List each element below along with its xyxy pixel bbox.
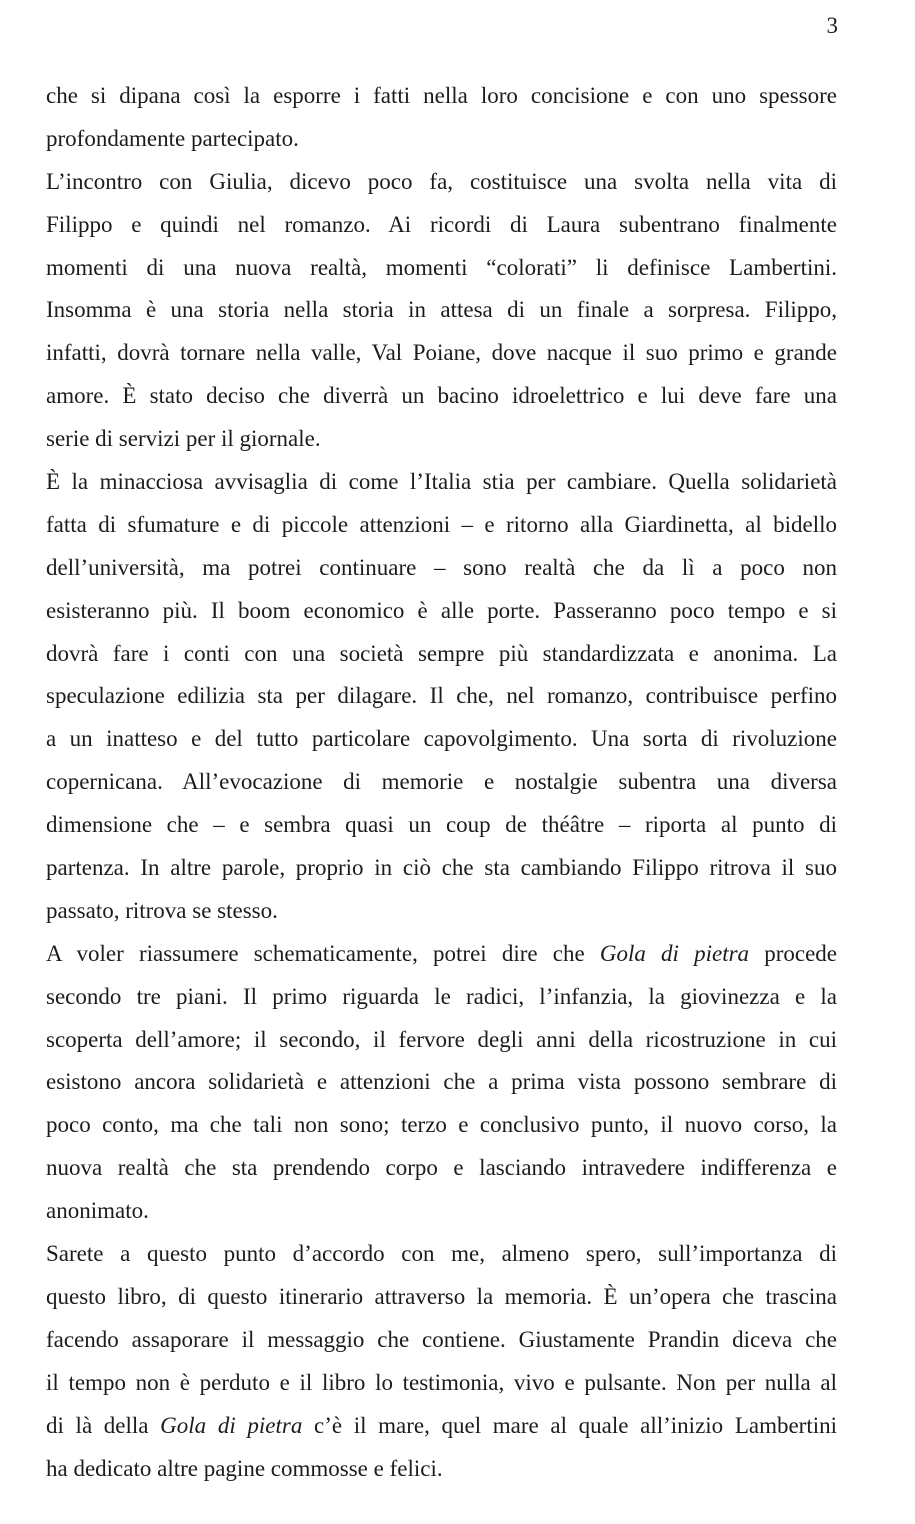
text-line: È la minacciosa avvisaglia di come l’Italia stia per cambiare. Quella solidarietà <box>46 469 837 495</box>
text-line: momenti di una nuova realtà, momenti “colorati” li definisce Lambertini. <box>46 254 837 280</box>
book-title: Gola di pietra <box>599 940 750 966</box>
paragraph-5 <box>46 1233 837 1490</box>
text-segment: di là della <box>46 1412 161 1438</box>
text-line <box>46 1405 837 1448</box>
text-line: il tempo non è perduto e il libro lo testimonia, vivo e pulsante. Non per nulla al <box>46 1369 837 1395</box>
text-line: passato, ritrova se stesso. <box>46 897 278 923</box>
text-segment: c’è il mare, quel mare al quale all’inizio Lambertini <box>302 1412 838 1438</box>
text-line: amore. È stato deciso che diverrà un bacino idroelettrico e lui deve fare una <box>46 383 837 409</box>
page-number: 3 <box>826 13 838 38</box>
text-line: dimensione che – e sembra quasi un coup de théâtre – riporta al punto di <box>46 812 837 838</box>
text-line: fatta di sfumature e di piccole attenzioni – e ritorno alla Giardinetta, al bidello <box>46 511 837 537</box>
text-line: dovrà fare i conti con una società sempre più standardizzata e anonima. La <box>46 640 837 666</box>
text-line: profondamente partecipato. <box>46 125 299 151</box>
text-line: infatti, dovrà tornare nella valle, Val Poiane, dove nacque il suo primo e grande <box>46 340 837 366</box>
text-line: Sarete a questo punto d’accordo con me, almeno spero, sull’importanza di <box>46 1241 837 1267</box>
text-line: facendo assaporare il messaggio che contiene. Giustamente Prandin diceva che <box>46 1326 837 1352</box>
text-line: a un inatteso e del tutto particolare capovolgimento. Una sorta di rivoluzione <box>46 726 837 752</box>
text-line <box>46 933 837 976</box>
text-line: copernicana. All’evocazione di memorie e nostalgie subentra una diversa <box>46 769 837 795</box>
paragraph-4 <box>46 933 837 1233</box>
text-line: partenza. In altre parole, proprio in ciò che sta cambiando Filippo ritrova il suo <box>46 855 837 881</box>
text-line: Insomma è una storia nella storia in attesa di un finale a sorpresa. Filippo, <box>46 297 837 323</box>
text-line: nuova realtà che sta prendendo corpo e lasciando intravedere indifferenza e <box>46 1155 837 1181</box>
text-line: dell’università, ma potrei continuare – sono realtà che da lì a poco non <box>46 554 837 580</box>
text-line: esistono ancora solidarietà e attenzioni che a prima vista possono sembrare di <box>46 1069 837 1095</box>
text-line: serie di servizi per il giornale. <box>46 426 321 452</box>
book-title: Gola di pietra <box>160 1412 303 1438</box>
text-line: ha dedicato altre pagine commosse e felici. <box>46 1455 443 1481</box>
text-line: speculazione edilizia sta per dilagare. Il che, nel romanzo, contribuisce perfino <box>46 683 837 709</box>
text-segment: procede <box>749 940 837 966</box>
text-line: scoperta dell’amore; il secondo, il fervore degli anni della ricostruzione in cui <box>46 1026 837 1052</box>
text-line: secondo tre piani. Il primo riguarda le radici, l’infanzia, la giovinezza e la <box>46 983 837 1009</box>
text-line: poco conto, ma che tali non sono; terzo e conclusivo punto, il nuovo corso, la <box>46 1112 837 1138</box>
text-line: Filippo e quindi nel romanzo. Ai ricordi di Laura subentrano finalmente <box>46 211 837 237</box>
paragraph-3 <box>46 461 837 933</box>
paragraph-2 <box>46 161 837 461</box>
body-text <box>46 75 837 1490</box>
text-line: L’incontro con Giulia, dicevo poco fa, costituisce una svolta nella vita di <box>46 168 837 194</box>
text-segment: A voler riassumere schematicamente, potrei dire che <box>46 940 600 966</box>
paragraph-1 <box>46 75 837 161</box>
text-line: che si dipana così la esporre i fatti nella loro concisione e con uno spessore <box>46 83 837 108</box>
text-line: anonimato. <box>46 1198 149 1224</box>
text-line: esisteranno più. Il boom economico è alle porte. Passeranno poco tempo e si <box>46 597 837 623</box>
text-line: questo libro, di questo itinerario attraverso la memoria. È un’opera che trascina <box>46 1283 837 1309</box>
